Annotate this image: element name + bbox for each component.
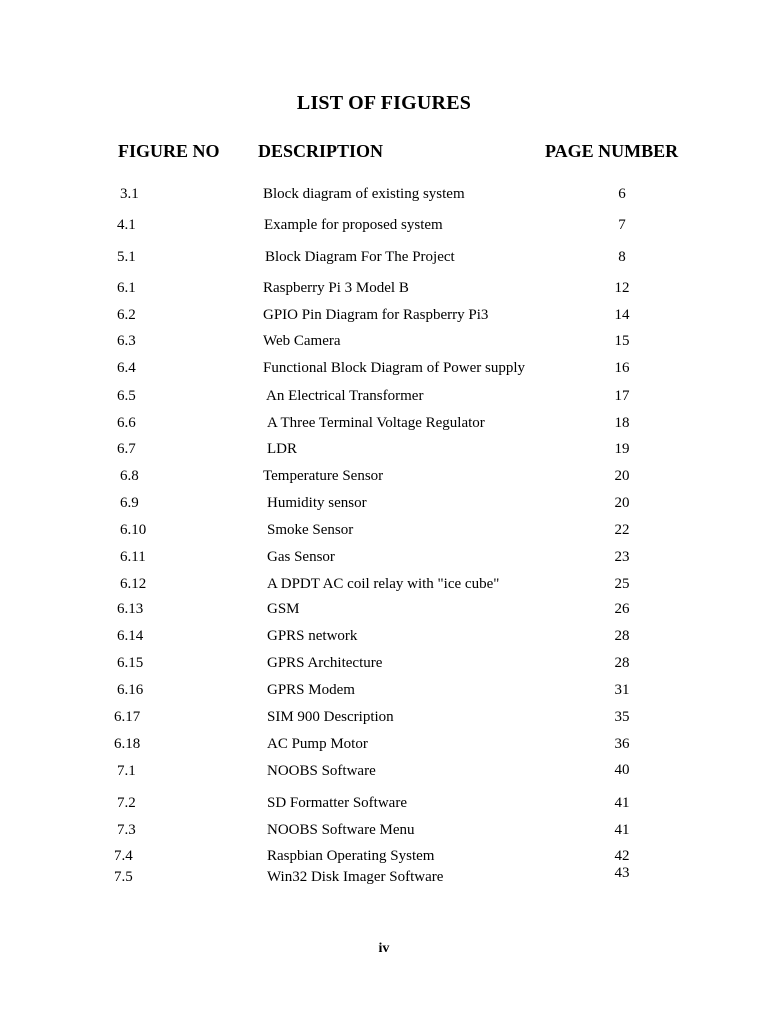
figure-page-number: 26 <box>614 601 630 617</box>
figure-page-number: 25 <box>614 576 630 592</box>
list-item <box>0 217 768 237</box>
figure-page-number: 16 <box>614 360 630 376</box>
list-item <box>0 468 768 488</box>
figure-page-number: 8 <box>618 249 626 265</box>
figure-page-number: 36 <box>614 736 630 752</box>
list-item <box>0 576 768 596</box>
figure-number: 7.5 <box>114 869 133 885</box>
list-item <box>0 360 768 380</box>
list-item <box>0 628 768 648</box>
list-item <box>0 848 768 868</box>
figure-number: 6.16 <box>117 682 144 698</box>
figure-number: 7.2 <box>117 795 136 811</box>
figure-page-number: 35 <box>614 709 630 725</box>
figure-page-number: 42 <box>614 848 630 864</box>
figure-page-number: 43 <box>614 865 630 881</box>
figure-page-number: 31 <box>614 682 630 698</box>
figure-number: 6.11 <box>120 549 146 565</box>
figure-description: A DPDT AC coil relay with "ice cube" <box>267 576 500 592</box>
figure-description: A Three Terminal Voltage Regulator <box>267 415 485 431</box>
figure-page-number: 41 <box>614 822 630 838</box>
figure-description: Web Camera <box>263 333 341 349</box>
figure-page-number: 19 <box>614 441 630 457</box>
figure-number: 6.7 <box>117 441 136 457</box>
figure-page-number: 40 <box>614 762 630 778</box>
figure-description: Temperature Sensor <box>263 468 384 484</box>
figure-page-number: 17 <box>614 388 630 404</box>
figure-number: 7.3 <box>117 822 136 838</box>
figure-description: Gas Sensor <box>267 549 335 565</box>
figure-number: 6.13 <box>117 601 144 617</box>
figure-number: 7.1 <box>117 763 136 779</box>
figure-number: 6.1 <box>117 280 136 296</box>
page-title: LIST OF FIGURES <box>296 92 472 114</box>
figure-page-number: 14 <box>614 307 630 323</box>
list-item <box>0 522 768 542</box>
figure-page-number: 15 <box>614 333 630 349</box>
list-item <box>0 495 768 515</box>
figure-page-number: 7 <box>618 217 626 233</box>
header-figure-no: FIGURE NO <box>118 141 220 161</box>
figure-page-number: 41 <box>614 795 630 811</box>
header-page-number: PAGE NUMBER <box>545 141 679 161</box>
figure-description: GPRS Architecture <box>267 655 383 671</box>
list-item <box>0 333 768 353</box>
figure-page-number: 18 <box>614 415 630 431</box>
figure-description: Raspbian Operating System <box>267 848 435 864</box>
figure-description: Block diagram of existing system <box>263 186 465 202</box>
list-item <box>0 655 768 675</box>
figure-number: 6.5 <box>117 388 136 404</box>
figure-number: 6.18 <box>114 736 141 752</box>
figure-description: Block Diagram For The Project <box>265 249 455 265</box>
list-item <box>0 763 768 783</box>
figure-page-number: 23 <box>614 549 630 565</box>
figure-number: 6.9 <box>120 495 139 511</box>
list-item <box>0 709 768 729</box>
figure-description: GPRS network <box>267 628 358 644</box>
list-item <box>0 388 768 408</box>
list-item <box>0 682 768 702</box>
figure-number: 6.17 <box>114 709 141 725</box>
list-item <box>0 549 768 569</box>
figure-number: 6.6 <box>117 415 136 431</box>
page-footer: iv <box>378 941 390 956</box>
list-item <box>0 415 768 435</box>
figure-page-number: 20 <box>614 468 630 484</box>
figure-number: 6.14 <box>117 628 144 644</box>
figure-page-number: 28 <box>614 655 630 671</box>
list-item <box>0 441 768 461</box>
figure-description: Smoke Sensor <box>267 522 354 538</box>
figure-description: Raspberry Pi 3 Model B <box>263 280 409 296</box>
figure-description: GPRS Modem <box>267 682 355 698</box>
figure-number: 5.1 <box>117 249 136 265</box>
figure-page-number: 28 <box>614 628 630 644</box>
figure-number: 6.3 <box>117 333 136 349</box>
figure-number: 4.1 <box>117 217 136 233</box>
list-item <box>0 280 768 300</box>
list-item <box>0 865 768 889</box>
list-item <box>0 186 768 206</box>
figure-page-number: 22 <box>614 522 630 538</box>
list-item <box>0 307 768 327</box>
figure-number: 6.12 <box>120 576 147 592</box>
figure-description: Example for proposed system <box>264 217 443 233</box>
list-item <box>0 601 768 621</box>
figure-description: GPIO Pin Diagram for Raspberry Pi3 <box>263 307 489 323</box>
figure-number: 6.2 <box>117 307 136 323</box>
list-item <box>0 822 768 842</box>
list-item <box>0 249 768 269</box>
figure-page-number: 20 <box>614 495 630 511</box>
figure-description: NOOBS Software Menu <box>267 822 415 838</box>
figure-description: Functional Block Diagram of Power supply <box>263 360 526 376</box>
figure-description: NOOBS Software <box>267 763 376 779</box>
figure-description: LDR <box>267 441 297 457</box>
figure-page-number: 12 <box>614 280 630 296</box>
figure-description: AC Pump Motor <box>267 736 368 752</box>
figure-description: Win32 Disk Imager Software <box>267 869 444 885</box>
header-description: DESCRIPTION <box>258 141 384 161</box>
figure-number: 6.4 <box>117 360 136 376</box>
figure-number: 6.15 <box>117 655 144 671</box>
figure-description: GSM <box>267 601 300 617</box>
list-item <box>0 736 768 756</box>
figure-number: 6.8 <box>120 468 139 484</box>
figure-page-number: 6 <box>618 186 626 202</box>
figure-description: An Electrical Transformer <box>266 388 424 404</box>
figure-description: Humidity sensor <box>267 495 367 511</box>
figure-number: 6.10 <box>120 522 147 538</box>
figure-number: 7.4 <box>114 848 133 864</box>
figure-number: 3.1 <box>120 186 139 202</box>
figure-description: SIM 900 Description <box>267 709 394 725</box>
list-item <box>0 795 768 815</box>
figure-description: SD Formatter Software <box>267 795 407 811</box>
